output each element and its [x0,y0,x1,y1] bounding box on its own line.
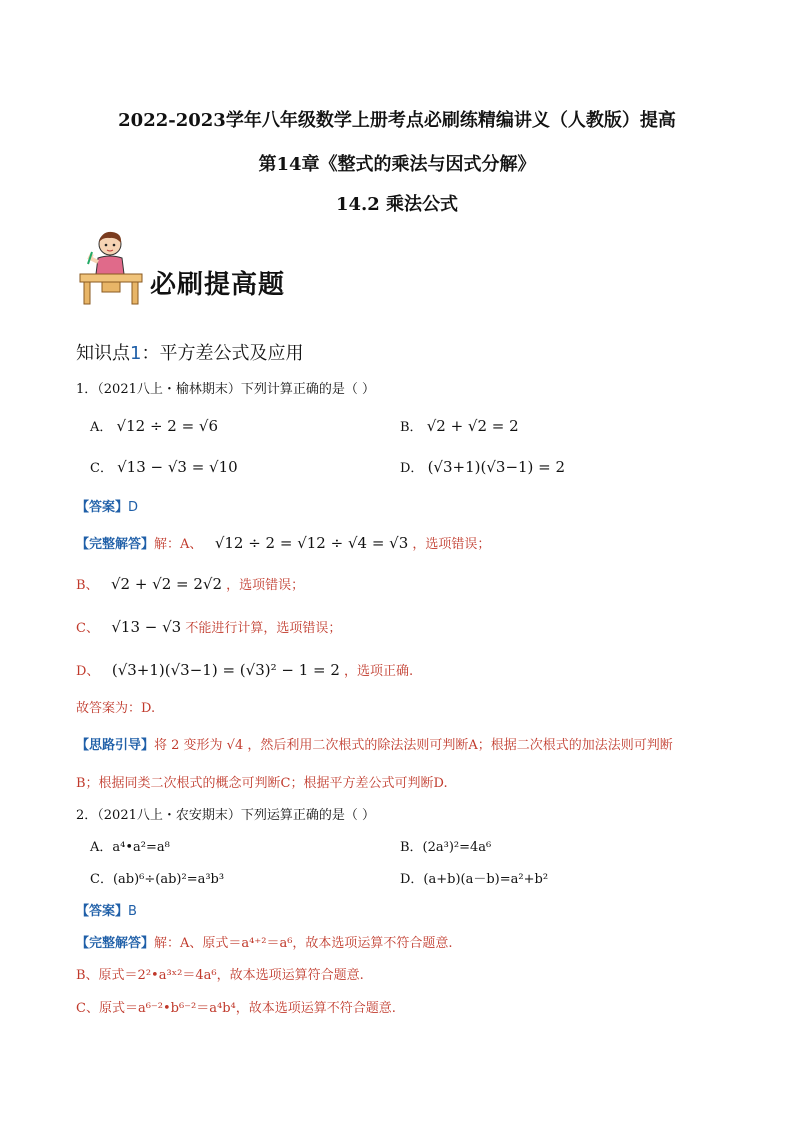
analysis-tag: 【完整解答】 [76,537,155,552]
q1-hint-line-2: B；根据同类二次根式的概念可判断C；根据平方差公式可判断D. [76,776,448,791]
banner-title: 必刷提高题 [150,270,286,300]
q2-line-a: 解：A、原式＝a⁴⁺²＝a⁶，故本选项运算不符合题意. [154,936,453,951]
q1-hint-line-1 [76,734,673,753]
q1-option-c [90,457,238,476]
q1-option-a-label: A． [90,420,113,435]
q1-option-d-label: D． [400,461,424,476]
q2-option-a: A．a⁴•a²=a⁸ [90,840,170,855]
knowledge-point-number: 1 [130,343,142,364]
answer-tag: 【答案】 [76,904,129,919]
q1-line-c-formula: √13 − √3 [111,618,182,636]
answer-value: D [128,500,139,515]
q1-line-c-end: 不能进行计算，选项错误； [185,621,342,636]
knowledge-point-prefix: 知识点 [76,343,130,364]
student-at-desk-illustration [76,228,148,308]
analysis-tag: 【完整解答】 [76,936,155,951]
q1-analysis-line-c [76,617,341,636]
section-title: 14.2 乘法公式 [335,194,459,215]
q1-line-b-end: ，选项错误； [226,578,305,593]
q1-option-c-formula: √13 − √3 = √10 [117,458,238,476]
chapter-title: 第14章《整式的乘法与因式分解》 [258,154,536,175]
q1-line-a-end: ，选项错误； [412,537,491,552]
q1-line-d-label: D、 [76,664,100,679]
q1-option-a [90,416,218,435]
q1-option-b [400,416,519,435]
q1-line-b-formula: √2 + √2 = 2√2 [110,575,223,593]
q1-conclusion: 故答案为：D. [76,701,156,716]
q1-line-d-formula: (√3+1)(√3−1) = (√3)² − 1 = 2 [111,661,340,679]
q2-option-d: D．(a+b)(a－b)=a²+b² [400,872,549,887]
q2-option-b: B．(2a³)²=4a⁶ [400,840,492,855]
hint-tag: 【思路引导】 [76,738,155,753]
answer-tag: 【答案】 [76,500,129,515]
q2-option-c: C．(ab)⁶÷(ab)²=a³b³ [90,872,225,887]
q1-answer [76,496,138,515]
q1-line-a-formula: √12 ÷ 2 = √12 ÷ √4 = √3 [214,534,409,552]
q1-analysis-line-a [76,533,490,552]
q1-line-b-label: B、 [76,578,99,593]
q2-analysis-line-c: C、原式＝a⁶⁻²•b⁶⁻²＝a⁴b⁴，故本选项运算不符合题意. [76,1001,396,1016]
q1-option-b-formula: √2 + √2 = 2 [426,417,519,435]
q2-analysis-line-a [76,932,453,951]
q2-answer [76,900,137,919]
q1-option-c-label: C． [90,461,113,476]
q2-analysis-line-b: B、原式＝2²•a³ˣ²＝4a⁶，故本选项运算符合题意. [76,968,364,983]
analysis-lead: 解：A、 [154,537,203,552]
knowledge-point-heading [76,339,303,365]
q1-hint-1: 将 2 变形为 √4 ，然后利用二次根式的除法法则可判断A；根据二次根式的加法法则可判断 [154,738,673,753]
answer-value: B [128,904,137,919]
q1-option-d [400,457,565,476]
question-2-stem: 2．（2021八上・农安期末）下列运算正确的是（ ） [76,808,375,823]
q1-option-b-label: B． [400,420,423,435]
q1-line-d-end: ，选项正确. [344,664,414,679]
q1-analysis-line-d [76,660,413,679]
document-title: 2022-2023学年八年级数学上册考点必刷练精编讲义（人教版）提高 [118,110,676,131]
q1-option-a-formula: √12 ÷ 2 = √6 [116,417,219,435]
knowledge-point-title: ：平方差公式及应用 [141,343,304,364]
question-1-stem: 1．（2021八上・榆林期末）下列计算正确的是（ ） [76,382,375,397]
q1-analysis-line-b [76,574,304,593]
q1-line-c-label: C、 [76,621,99,636]
q1-option-d-formula: (√3+1)(√3−1) = 2 [427,458,566,476]
